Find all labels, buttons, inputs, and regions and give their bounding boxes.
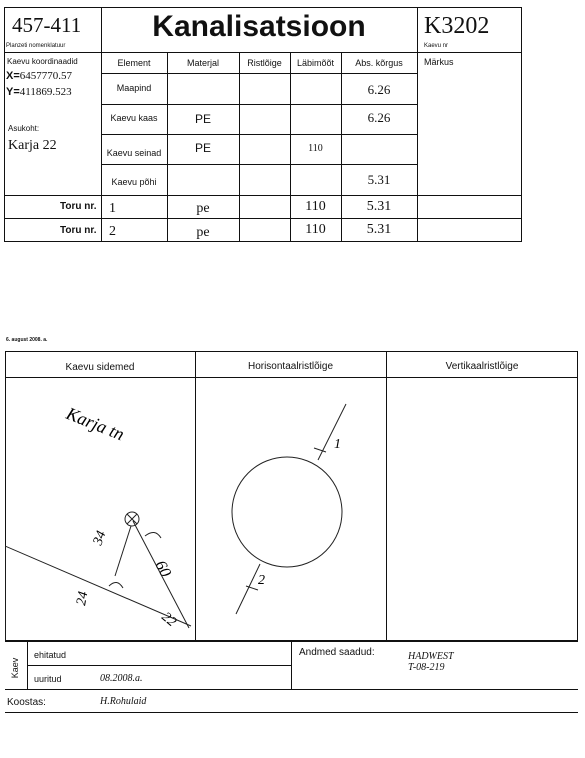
connection-line-34 <box>115 526 131 576</box>
row-element: Kaevu seinad <box>106 148 162 158</box>
row-line-5 <box>4 195 522 196</box>
col-header-cross-section: Ristlõige <box>247 58 282 68</box>
row-line-3 <box>101 134 417 135</box>
row-element: Kaevu põhi <box>111 177 157 187</box>
map-sheet-caption: Planzeti nomenklatuur <box>6 43 66 49</box>
pipe-diameter: 110 <box>305 199 326 214</box>
footer-bottom-line <box>5 689 578 690</box>
row-material: PE <box>194 112 211 126</box>
col-line-2 <box>239 52 240 242</box>
street-label: Karja tn <box>63 403 128 445</box>
sketch-stroke <box>145 532 161 538</box>
row-element: Maapind <box>116 83 152 93</box>
header-separator <box>4 52 522 53</box>
surveyed-value: 08.2008.a. <box>100 673 143 684</box>
row-line-4 <box>101 164 417 165</box>
row-material: PE <box>194 141 211 155</box>
location-label: Asukoht: <box>8 124 40 133</box>
sketch-divider-2 <box>386 351 387 641</box>
pipe-material: pe <box>196 225 210 240</box>
col-header-element: Element <box>117 58 151 68</box>
x-coordinate <box>6 70 72 82</box>
remarks-header: Märkus <box>424 57 454 67</box>
compiled-value: H.Rohulaid <box>100 696 147 707</box>
compiled-label: Koostas: <box>7 697 46 708</box>
surveyed-label: uuritud <box>34 674 62 684</box>
col-header-diameter: Läbimõõt <box>296 58 335 68</box>
pipe-label: Toru nr. <box>60 201 97 212</box>
row-abs-height: 6.26 <box>367 110 391 125</box>
data-from-label: Andmed saadud: <box>299 647 375 658</box>
site-sketch <box>5 378 195 640</box>
footer-divider-well <box>27 641 28 689</box>
pipe-number: 2 <box>109 224 116 239</box>
coordinates-label: Kaevu koordinaadid <box>7 57 78 66</box>
horizontal-section-sketch <box>196 378 386 640</box>
x-value: 6457770.57 <box>19 70 73 82</box>
row-diameter: 110 <box>308 143 323 154</box>
col-header-material: Materjal <box>186 58 219 68</box>
row-line-6 <box>4 218 522 219</box>
dim-22: 22 <box>158 609 179 631</box>
pipe-number: 1 <box>109 201 116 216</box>
footer-divider-mid <box>291 641 292 689</box>
header-divider-right <box>417 7 418 242</box>
pipe-label: Toru nr. <box>60 225 97 236</box>
pipe-1-line <box>318 404 346 460</box>
well-label: Kaev <box>10 657 20 679</box>
pipe-material: pe <box>196 201 210 216</box>
angle-arc <box>109 582 123 588</box>
pipe-abs-height: 5.31 <box>366 222 392 237</box>
well-circle <box>232 457 342 567</box>
y-coordinate <box>6 86 72 98</box>
dim-60: 60 <box>151 557 174 581</box>
document-date: 6. august 2008. a. <box>6 337 48 343</box>
built-label: ehitatud <box>34 650 67 660</box>
data-from-value: HADWEST <box>408 651 454 662</box>
compiled-bottom-line <box>5 712 578 713</box>
dim-34: 34 <box>90 529 110 548</box>
row-abs-height: 6.26 <box>367 82 391 97</box>
section-title-horizontal: Horisontaalristlõige <box>247 361 334 372</box>
well-cross <box>127 514 137 524</box>
row-line-2 <box>101 104 417 105</box>
x-label: X= <box>6 70 20 82</box>
footer-mid-line <box>27 665 291 666</box>
page-title: Kanalisatsioon <box>152 10 366 43</box>
well-number-caption: Kaevu nr <box>424 43 449 49</box>
data-from-ref: T-08-219 <box>408 662 445 673</box>
row-line-1 <box>101 73 417 74</box>
col-header-abs-height: Abs. kõrgus <box>355 58 403 68</box>
pipe-diameter: 110 <box>305 222 326 237</box>
y-value: 411869.523 <box>19 86 72 98</box>
row-element: Kaevu kaas <box>110 113 158 123</box>
well-number: K3202 <box>424 13 490 39</box>
row-abs-height: 5.31 <box>367 172 391 187</box>
section-title-connections: Kaevu sidemed <box>65 362 135 373</box>
dim-24: 24 <box>74 590 92 607</box>
map-sheet-code: 457-411 <box>12 13 82 37</box>
pipe-1-label: 1 <box>334 437 341 452</box>
pipe-2-label: 2 <box>258 573 265 588</box>
y-label: Y= <box>6 86 20 98</box>
location-value: Karja 22 <box>8 138 57 153</box>
section-title-vertical: Vertikaalristlõige <box>445 361 519 372</box>
pipe-abs-height: 5.31 <box>366 199 392 214</box>
